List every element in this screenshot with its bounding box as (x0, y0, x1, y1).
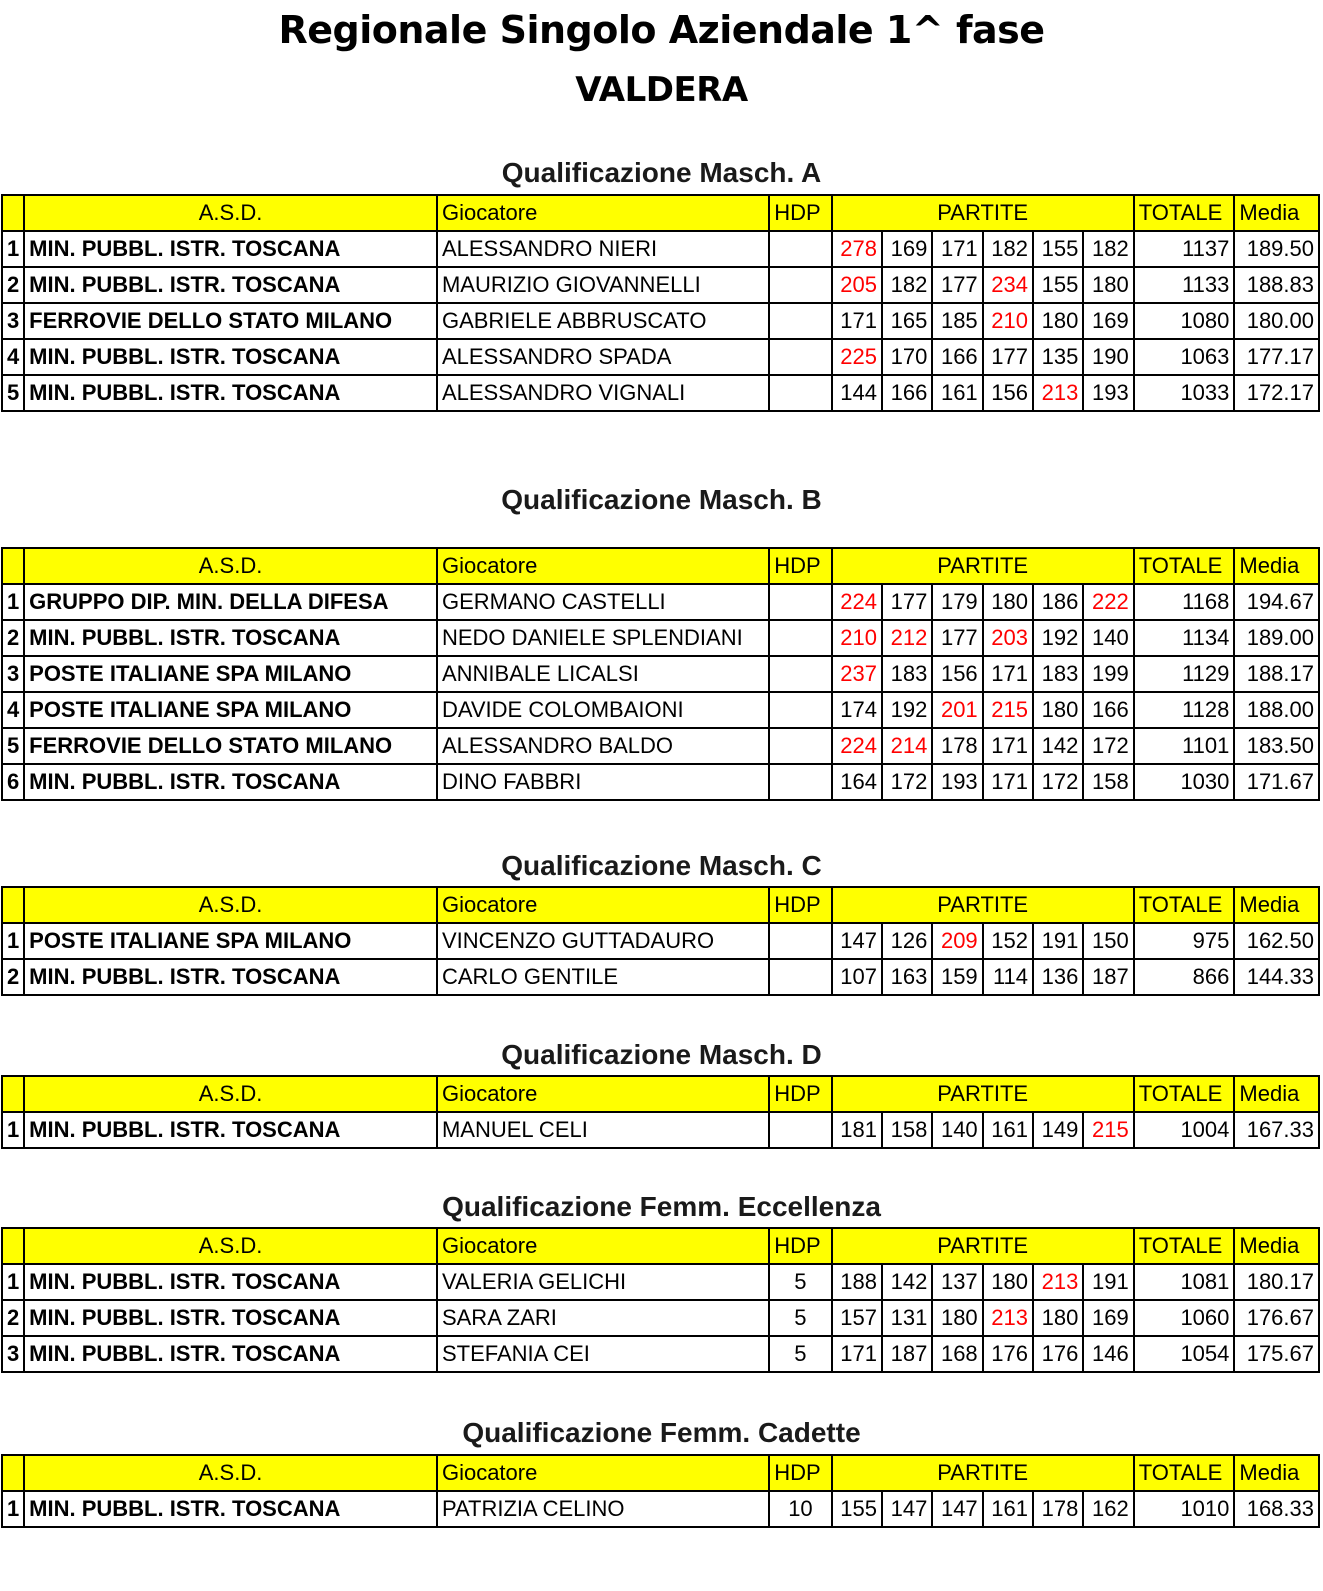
total-score: 1101 (1134, 728, 1235, 764)
game-score: 199 (1083, 656, 1133, 692)
game-score: 237 (832, 656, 882, 692)
game-score: 169 (882, 231, 932, 267)
game-score: 180 (932, 1300, 982, 1336)
handicap (769, 375, 831, 411)
player-name: ALESSANDRO SPADA (437, 339, 769, 375)
table-row (2, 1336, 1319, 1372)
game-score: 179 (932, 584, 982, 620)
game-score: 180 (983, 1264, 1033, 1300)
header-asd: A.S.D. (24, 548, 437, 584)
header-pos (2, 1455, 24, 1491)
handicap (769, 303, 831, 339)
total-score: 1133 (1134, 267, 1235, 303)
club-name: POSTE ITALIANE SPA MILANO (24, 923, 437, 959)
club-name: MIN. PUBBL. ISTR. TOSCANA (24, 339, 437, 375)
total-score: 1054 (1134, 1336, 1235, 1372)
game-score: 186 (1033, 584, 1083, 620)
handicap: 5 (769, 1336, 831, 1372)
game-score: 136 (1033, 959, 1083, 995)
game-score: 171 (932, 231, 982, 267)
ranking-table (1, 194, 1320, 412)
club-name: POSTE ITALIANE SPA MILANO (24, 692, 437, 728)
table-row (2, 303, 1319, 339)
total-score: 1128 (1134, 692, 1235, 728)
table-row (2, 1264, 1319, 1300)
table-row (2, 584, 1319, 620)
header-player: Giocatore (437, 887, 769, 923)
header-player: Giocatore (437, 195, 769, 231)
header-asd: A.S.D. (24, 195, 437, 231)
header-player: Giocatore (437, 1455, 769, 1491)
game-score: 161 (983, 1491, 1033, 1527)
game-score: 192 (1033, 620, 1083, 656)
game-score: 142 (1033, 728, 1083, 764)
game-score: 185 (932, 303, 982, 339)
game-score: 213 (1033, 375, 1083, 411)
table-row (2, 339, 1319, 375)
game-score: 162 (1083, 1491, 1133, 1527)
game-score: 182 (1083, 231, 1133, 267)
game-score: 158 (1083, 764, 1133, 800)
game-score: 165 (882, 303, 932, 339)
game-score: 278 (832, 231, 882, 267)
player-name: GERMANO CASTELLI (437, 584, 769, 620)
handicap (769, 923, 831, 959)
header-hdp: HDP (769, 1455, 831, 1491)
game-score: 163 (882, 959, 932, 995)
game-score: 166 (882, 375, 932, 411)
game-score: 126 (882, 923, 932, 959)
rank-position: 1 (2, 1491, 24, 1527)
header-hdp: HDP (769, 887, 831, 923)
handicap: 5 (769, 1300, 831, 1336)
table-row (2, 1112, 1319, 1148)
table-row (2, 267, 1319, 303)
game-score: 201 (932, 692, 982, 728)
player-name: MAURIZIO GIOVANNELLI (437, 267, 769, 303)
game-score: 180 (1033, 1300, 1083, 1336)
player-name: ALESSANDRO BALDO (437, 728, 769, 764)
game-score: 213 (1033, 1264, 1083, 1300)
rank-position: 1 (2, 1264, 24, 1300)
game-score: 147 (832, 923, 882, 959)
header-total: TOTALE (1134, 1455, 1235, 1491)
game-score: 234 (983, 267, 1033, 303)
header-hdp: HDP (769, 195, 831, 231)
game-score: 172 (1083, 728, 1133, 764)
table-row (2, 1300, 1319, 1336)
header-asd: A.S.D. (24, 1076, 437, 1112)
game-score: 137 (932, 1264, 982, 1300)
game-score: 224 (832, 584, 882, 620)
rank-position: 4 (2, 692, 24, 728)
player-name: MANUEL CELI (437, 1112, 769, 1148)
game-score: 176 (1033, 1336, 1083, 1372)
game-score: 210 (832, 620, 882, 656)
table-row (2, 231, 1319, 267)
section-title: Qualificazione Masch. D (501, 1039, 822, 1070)
average-score: 188.83 (1234, 267, 1319, 303)
game-score: 177 (983, 339, 1033, 375)
game-score: 131 (882, 1300, 932, 1336)
club-name: MIN. PUBBL. ISTR. TOSCANA (24, 1264, 437, 1300)
ranking-table (1, 1454, 1320, 1528)
page-title: Regionale Singolo Aziendale 1^ fase (278, 8, 1045, 52)
average-score: 168.33 (1234, 1491, 1319, 1527)
header-asd: A.S.D. (24, 1228, 437, 1264)
average-score: 194.67 (1234, 584, 1319, 620)
handicap (769, 728, 831, 764)
game-score: 210 (983, 303, 1033, 339)
club-name: MIN. PUBBL. ISTR. TOSCANA (24, 267, 437, 303)
header-hdp: HDP (769, 548, 831, 584)
game-score: 180 (1033, 692, 1083, 728)
player-name: GABRIELE ABBRUSCATO (437, 303, 769, 339)
game-score: 174 (832, 692, 882, 728)
game-score: 209 (932, 923, 982, 959)
game-score: 164 (832, 764, 882, 800)
club-name: MIN. PUBBL. ISTR. TOSCANA (24, 764, 437, 800)
game-score: 180 (1083, 267, 1133, 303)
handicap (769, 267, 831, 303)
handicap (769, 584, 831, 620)
club-name: MIN. PUBBL. ISTR. TOSCANA (24, 1491, 437, 1527)
game-score: 178 (932, 728, 982, 764)
player-name: ANNIBALE LICALSI (437, 656, 769, 692)
total-score: 1033 (1134, 375, 1235, 411)
rank-position: 5 (2, 728, 24, 764)
average-score: 188.00 (1234, 692, 1319, 728)
game-score: 157 (832, 1300, 882, 1336)
game-score: 150 (1083, 923, 1133, 959)
player-name: NEDO DANIELE SPLENDIANI (437, 620, 769, 656)
handicap: 10 (769, 1491, 831, 1527)
game-score: 140 (1083, 620, 1133, 656)
rank-position: 2 (2, 959, 24, 995)
game-score: 161 (932, 375, 982, 411)
player-name: CARLO GENTILE (437, 959, 769, 995)
header-games: PARTITE (832, 1076, 1134, 1112)
header-asd: A.S.D. (24, 1455, 437, 1491)
game-score: 147 (882, 1491, 932, 1527)
game-score: 155 (832, 1491, 882, 1527)
player-name: STEFANIA CEI (437, 1336, 769, 1372)
game-score: 178 (1033, 1491, 1083, 1527)
game-score: 171 (832, 303, 882, 339)
header-games: PARTITE (832, 887, 1134, 923)
handicap (769, 656, 831, 692)
game-score: 182 (983, 231, 1033, 267)
rank-position: 5 (2, 375, 24, 411)
game-score: 224 (832, 728, 882, 764)
game-score: 135 (1033, 339, 1083, 375)
game-score: 215 (1083, 1112, 1133, 1148)
game-score: 166 (1083, 692, 1133, 728)
game-score: 212 (882, 620, 932, 656)
rank-position: 3 (2, 303, 24, 339)
table-row (2, 1491, 1319, 1527)
rank-position: 1 (2, 923, 24, 959)
rank-position: 2 (2, 267, 24, 303)
rank-position: 2 (2, 1300, 24, 1336)
player-name: DINO FABBRI (437, 764, 769, 800)
section-title: Qualificazione Masch. A (501, 157, 822, 188)
game-score: 169 (1083, 1300, 1133, 1336)
header-pos (2, 1228, 24, 1264)
handicap (769, 620, 831, 656)
game-score: 191 (1033, 923, 1083, 959)
table-row (2, 764, 1319, 800)
average-score: 167.33 (1234, 1112, 1319, 1148)
average-score: 176.67 (1234, 1300, 1319, 1336)
total-score: 1081 (1134, 1264, 1235, 1300)
player-name: ALESSANDRO NIERI (437, 231, 769, 267)
game-score: 181 (832, 1112, 882, 1148)
handicap (769, 339, 831, 375)
game-score: 191 (1083, 1264, 1133, 1300)
game-score: 180 (1033, 303, 1083, 339)
handicap (769, 231, 831, 267)
game-score: 142 (882, 1264, 932, 1300)
table-row (2, 959, 1319, 995)
rank-position: 2 (2, 620, 24, 656)
total-score: 1063 (1134, 339, 1235, 375)
header-row (2, 195, 1319, 231)
header-hdp: HDP (769, 1076, 831, 1112)
game-score: 171 (832, 1336, 882, 1372)
average-score: 172.17 (1234, 375, 1319, 411)
total-score: 1129 (1134, 656, 1235, 692)
header-total: TOTALE (1134, 1228, 1235, 1264)
game-score: 140 (932, 1112, 982, 1148)
game-score: 205 (832, 267, 882, 303)
game-score: 159 (932, 959, 982, 995)
club-name: MIN. PUBBL. ISTR. TOSCANA (24, 1112, 437, 1148)
section-title: Qualificazione Femm. Eccellenza (442, 1191, 881, 1222)
game-score: 183 (882, 656, 932, 692)
game-score: 171 (983, 728, 1033, 764)
game-score: 193 (932, 764, 982, 800)
game-score: 187 (1083, 959, 1133, 995)
game-score: 156 (983, 375, 1033, 411)
table-row (2, 656, 1319, 692)
total-score: 1060 (1134, 1300, 1235, 1336)
game-score: 177 (932, 620, 982, 656)
header-player: Giocatore (437, 1228, 769, 1264)
section-title: Qualificazione Masch. C (501, 850, 822, 881)
average-score: 175.67 (1234, 1336, 1319, 1372)
total-score: 1168 (1134, 584, 1235, 620)
game-score: 171 (983, 764, 1033, 800)
total-score: 1137 (1134, 231, 1235, 267)
handicap (769, 959, 831, 995)
game-score: 180 (983, 584, 1033, 620)
game-score: 166 (932, 339, 982, 375)
game-score: 114 (983, 959, 1033, 995)
header-games: PARTITE (832, 1228, 1134, 1264)
header-avg: Media (1234, 1228, 1319, 1264)
ranking-table (1, 886, 1320, 996)
average-score: 144.33 (1234, 959, 1319, 995)
player-name: ALESSANDRO VIGNALI (437, 375, 769, 411)
header-pos (2, 195, 24, 231)
club-name: FERROVIE DELLO STATO MILANO (24, 303, 437, 339)
club-name: FERROVIE DELLO STATO MILANO (24, 728, 437, 764)
game-score: 149 (1033, 1112, 1083, 1148)
game-score: 222 (1083, 584, 1133, 620)
game-score: 190 (1083, 339, 1133, 375)
rank-position: 3 (2, 1336, 24, 1372)
game-score: 214 (882, 728, 932, 764)
game-score: 215 (983, 692, 1033, 728)
game-score: 169 (1083, 303, 1133, 339)
player-name: VALERIA GELICHI (437, 1264, 769, 1300)
rank-position: 4 (2, 339, 24, 375)
header-row (2, 548, 1319, 584)
game-score: 192 (882, 692, 932, 728)
game-score: 176 (983, 1336, 1033, 1372)
header-player: Giocatore (437, 1076, 769, 1112)
rank-position: 1 (2, 231, 24, 267)
total-score: 1004 (1134, 1112, 1235, 1148)
game-score: 144 (832, 375, 882, 411)
table-row (2, 620, 1319, 656)
game-score: 161 (983, 1112, 1033, 1148)
club-name: MIN. PUBBL. ISTR. TOSCANA (24, 959, 437, 995)
table-row (2, 728, 1319, 764)
table-row (2, 692, 1319, 728)
club-name: GRUPPO DIP. MIN. DELLA DIFESA (24, 584, 437, 620)
header-row (2, 887, 1319, 923)
average-score: 177.17 (1234, 339, 1319, 375)
header-games: PARTITE (832, 195, 1134, 231)
average-score: 188.17 (1234, 656, 1319, 692)
handicap (769, 692, 831, 728)
game-score: 155 (1033, 231, 1083, 267)
header-row (2, 1076, 1319, 1112)
game-score: 177 (882, 584, 932, 620)
header-total: TOTALE (1134, 195, 1235, 231)
game-score: 155 (1033, 267, 1083, 303)
game-score: 156 (932, 656, 982, 692)
club-name: MIN. PUBBL. ISTR. TOSCANA (24, 1300, 437, 1336)
header-avg: Media (1234, 887, 1319, 923)
game-score: 213 (983, 1300, 1033, 1336)
header-avg: Media (1234, 548, 1319, 584)
club-name: MIN. PUBBL. ISTR. TOSCANA (24, 375, 437, 411)
club-name: MIN. PUBBL. ISTR. TOSCANA (24, 231, 437, 267)
table-row (2, 375, 1319, 411)
header-pos (2, 887, 24, 923)
game-score: 147 (932, 1491, 982, 1527)
header-total: TOTALE (1134, 1076, 1235, 1112)
section-title: Qualificazione Femm. Cadette (462, 1417, 861, 1448)
player-name: PATRIZIA CELINO (437, 1491, 769, 1527)
header-avg: Media (1234, 195, 1319, 231)
game-score: 225 (832, 339, 882, 375)
game-score: 171 (983, 656, 1033, 692)
header-avg: Media (1234, 1455, 1319, 1491)
table-row (2, 923, 1319, 959)
game-score: 177 (932, 267, 982, 303)
game-score: 203 (983, 620, 1033, 656)
game-score: 183 (1033, 656, 1083, 692)
game-score: 172 (1033, 764, 1083, 800)
game-score: 146 (1083, 1336, 1133, 1372)
game-score: 158 (882, 1112, 932, 1148)
total-score: 975 (1134, 923, 1235, 959)
average-score: 180.00 (1234, 303, 1319, 339)
total-score: 1030 (1134, 764, 1235, 800)
header-pos (2, 548, 24, 584)
player-name: SARA ZARI (437, 1300, 769, 1336)
player-name: VINCENZO GUTTADAURO (437, 923, 769, 959)
page-subtitle: VALDERA (575, 70, 748, 110)
average-score: 183.50 (1234, 728, 1319, 764)
header-row (2, 1228, 1319, 1264)
header-hdp: HDP (769, 1228, 831, 1264)
average-score: 162.50 (1234, 923, 1319, 959)
average-score: 171.67 (1234, 764, 1319, 800)
handicap (769, 764, 831, 800)
game-score: 193 (1083, 375, 1133, 411)
rank-position: 1 (2, 584, 24, 620)
header-games: PARTITE (832, 1455, 1134, 1491)
game-score: 168 (932, 1336, 982, 1372)
header-total: TOTALE (1134, 887, 1235, 923)
game-score: 172 (882, 764, 932, 800)
section-title: Qualificazione Masch. B (501, 484, 822, 515)
header-player: Giocatore (437, 548, 769, 584)
rank-position: 1 (2, 1112, 24, 1148)
header-avg: Media (1234, 1076, 1319, 1112)
rank-position: 6 (2, 764, 24, 800)
rank-position: 3 (2, 656, 24, 692)
average-score: 180.17 (1234, 1264, 1319, 1300)
total-score: 866 (1134, 959, 1235, 995)
total-score: 1010 (1134, 1491, 1235, 1527)
average-score: 189.50 (1234, 231, 1319, 267)
game-score: 152 (983, 923, 1033, 959)
average-score: 189.00 (1234, 620, 1319, 656)
ranking-table (1, 547, 1320, 801)
header-games: PARTITE (832, 548, 1134, 584)
game-score: 187 (882, 1336, 932, 1372)
ranking-table (1, 1227, 1320, 1373)
header-total: TOTALE (1134, 548, 1235, 584)
total-score: 1134 (1134, 620, 1235, 656)
header-pos (2, 1076, 24, 1112)
ranking-table (1, 1075, 1320, 1149)
handicap (769, 1112, 831, 1148)
header-asd: A.S.D. (24, 887, 437, 923)
game-score: 182 (882, 267, 932, 303)
club-name: MIN. PUBBL. ISTR. TOSCANA (24, 620, 437, 656)
game-score: 107 (832, 959, 882, 995)
player-name: DAVIDE COLOMBAIONI (437, 692, 769, 728)
game-score: 188 (832, 1264, 882, 1300)
game-score: 170 (882, 339, 932, 375)
club-name: MIN. PUBBL. ISTR. TOSCANA (24, 1336, 437, 1372)
club-name: POSTE ITALIANE SPA MILANO (24, 656, 437, 692)
total-score: 1080 (1134, 303, 1235, 339)
header-row (2, 1455, 1319, 1491)
handicap: 5 (769, 1264, 831, 1300)
